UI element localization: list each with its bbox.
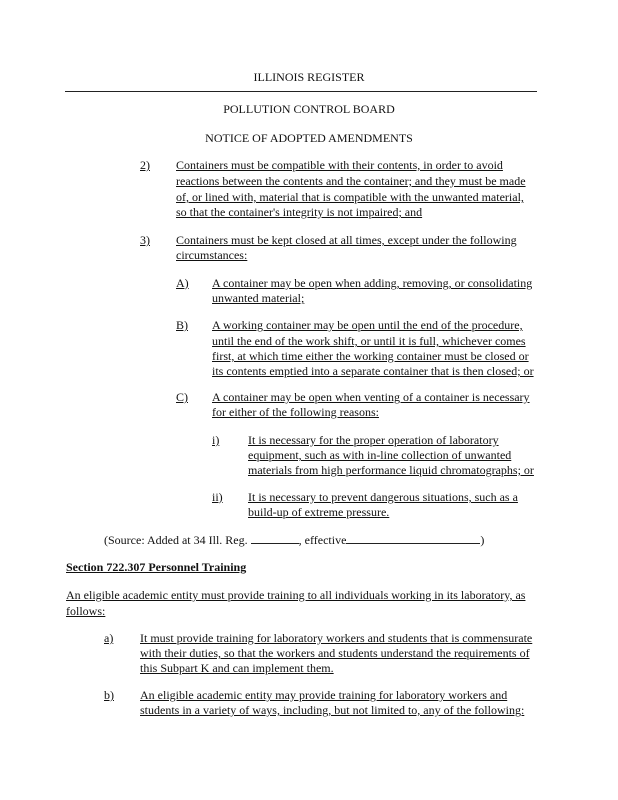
item-B-label: B)	[176, 318, 188, 332]
item-2-line: of, or lined with, material that is compatible with the unwanted material,	[176, 190, 524, 204]
item-B-line: A working container may be open until the end of the procedure,	[212, 318, 523, 332]
intro-line: An eligible academic entity must provide training to all individuals working in its laboratory, as	[66, 588, 526, 602]
item-3-label: 3)	[140, 233, 150, 247]
register-title: ILLINOIS REGISTER	[253, 70, 365, 84]
source-note	[104, 532, 484, 547]
item-b-line: An eligible academic entity may provide training for laboratory workers and	[140, 688, 508, 702]
item-Cii-label: ii)	[212, 490, 223, 504]
item-a-line: with their duties, so that the workers and students understand the requirements of	[140, 646, 530, 660]
item-Ci-line: equipment, such as with in-line collection of unwanted	[248, 448, 512, 462]
agency-title: POLLUTION CONTROL BOARD	[223, 102, 395, 116]
effective-date-blank	[346, 532, 480, 544]
item-b-label: b)	[104, 688, 114, 702]
item-Ci-line: It is necessary for the proper operation of laboratory	[248, 433, 499, 447]
source-middle: , effective	[298, 533, 347, 547]
item-Ci-label: i)	[212, 433, 220, 447]
item-C-line: A container may be open when venting of a container is necessary	[212, 390, 530, 404]
item-B-line: its contents emptied into a separate container that is then closed; or	[212, 364, 534, 378]
item-2-label: 2)	[140, 158, 150, 172]
source-prefix: (Source: Added at 34 Ill. Reg.	[104, 533, 248, 547]
item-2-line: so that the container's integrity is not impaired; and	[176, 205, 423, 219]
item-A-label: A)	[176, 276, 189, 290]
item-Cii-line: It is necessary to prevent dangerous situations, such as a	[248, 490, 518, 504]
item-a-label: a)	[104, 631, 114, 645]
item-Cii-line: build-up of extreme pressure.	[248, 505, 390, 519]
item-B-line: until the end of the work shift, or until it is full, whichever comes	[212, 334, 526, 348]
item-a-line: this Subpart K and can implement them.	[140, 661, 334, 675]
item-B-line: first, at which time either the working container must be closed or	[212, 349, 529, 363]
source-suffix: )	[480, 533, 485, 547]
intro-line: follows:	[66, 604, 106, 618]
item-C-label: C)	[176, 390, 188, 404]
item-A-line: A container may be open when adding, removing, or consolidating	[212, 276, 533, 290]
item-3-line: circumstances:	[176, 248, 248, 262]
notice-title: NOTICE OF ADOPTED AMENDMENTS	[205, 131, 413, 145]
section-heading: Section 722.307 Personnel Training	[66, 560, 247, 574]
item-2-line: reactions between the contents and the container; and they must be made	[176, 174, 526, 188]
volume-page-blank	[251, 532, 299, 544]
item-3-line: Containers must be kept closed at all times, except under the following	[176, 233, 517, 247]
header-rule	[65, 91, 537, 92]
item-C-line: for either of the following reasons:	[212, 405, 379, 419]
item-2-line: Containers must be compatible with their contents, in order to avoid	[176, 158, 503, 172]
item-a-line: It must provide training for laboratory workers and students that is commensurate	[140, 631, 533, 645]
item-b-line: students in a variety of ways, including, but not limited to, any of the following:	[140, 703, 525, 717]
item-Ci-line: materials from high performance liquid chromatographs; or	[248, 463, 534, 477]
item-A-line: unwanted material;	[212, 291, 305, 305]
